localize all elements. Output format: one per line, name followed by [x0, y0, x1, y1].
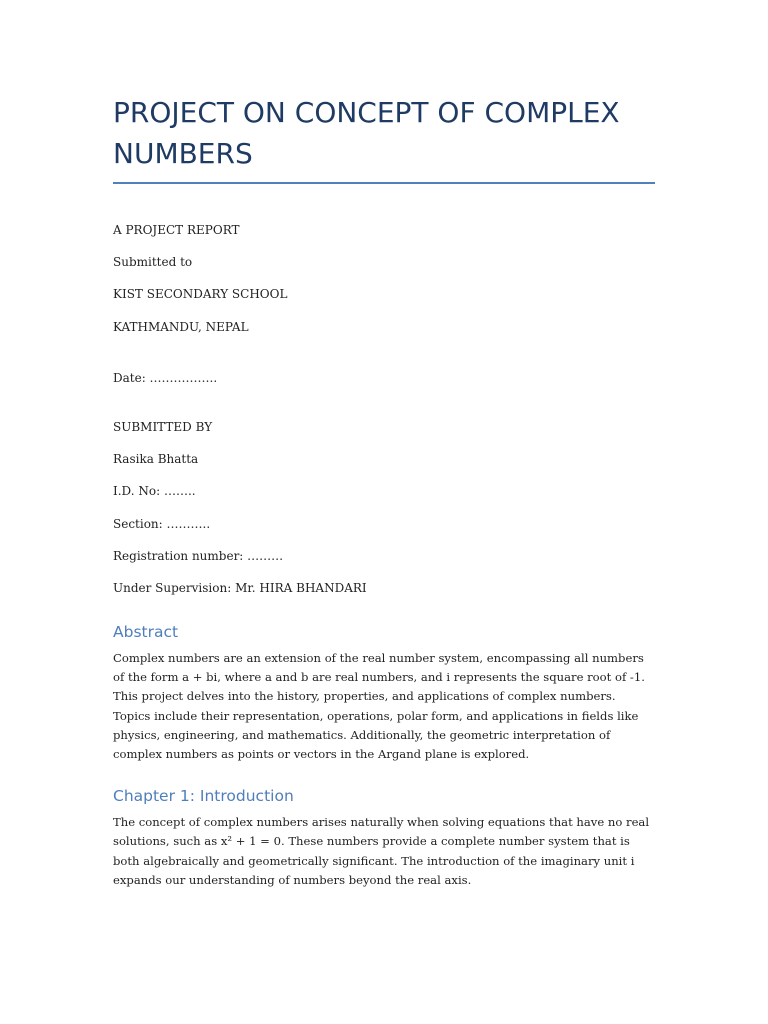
submitted-by-label: SUBMITTED BY [113, 419, 213, 434]
document-page [113, 92, 655, 890]
section-line: Section: ……….. [113, 516, 211, 531]
date-line: Date: …………….. [113, 370, 218, 385]
school-name: KIST SECONDARY SCHOOL [113, 287, 288, 302]
supervision-line: Under Supervision: Mr. HIRA BHANDARI [113, 580, 367, 595]
school-location: KATHMANDU, NEPAL [113, 319, 249, 334]
abstract-heading: Abstract [113, 623, 179, 642]
registration-line: Registration number: ……… [113, 548, 284, 563]
student-name: Rasika Bhatta [113, 452, 199, 467]
report-kind: A PROJECT REPORT [113, 223, 240, 237]
chapter-1-heading: Chapter 1: Introduction [113, 787, 294, 806]
submitted-to-label: Submitted to [113, 255, 193, 270]
document-title: PROJECT ON CONCEPT OF COMPLEX NUMBERS [113, 92, 655, 184]
chapter-1-paragraph: The concept of complex numbers arises naturally when solving equations that have no real solutions, such as x² + 1 = 0. These numbers provide a complete number system that is both algebraically and geometrically significant. The introduction of the imaginary unit i expands our understanding of numbers beyond the real axis. [113, 815, 650, 887]
report-details [113, 220, 655, 610]
id-number-line: I.D. No: …….. [113, 484, 196, 499]
abstract-paragraph: Complex numbers are an extension of the real number system, encompassing all numbers of the form a + bi, where a and b are real numbers, and i represents the square root of -1. This project delves into the history, properties, and applications of complex numbers. Topics include their representation, operations, polar form, and applications in fields like physics, engineering, and mathematics. Additionally, the geometric interpretation of complex numbers as points or vectors in the Argand plane is explored. [113, 651, 645, 762]
